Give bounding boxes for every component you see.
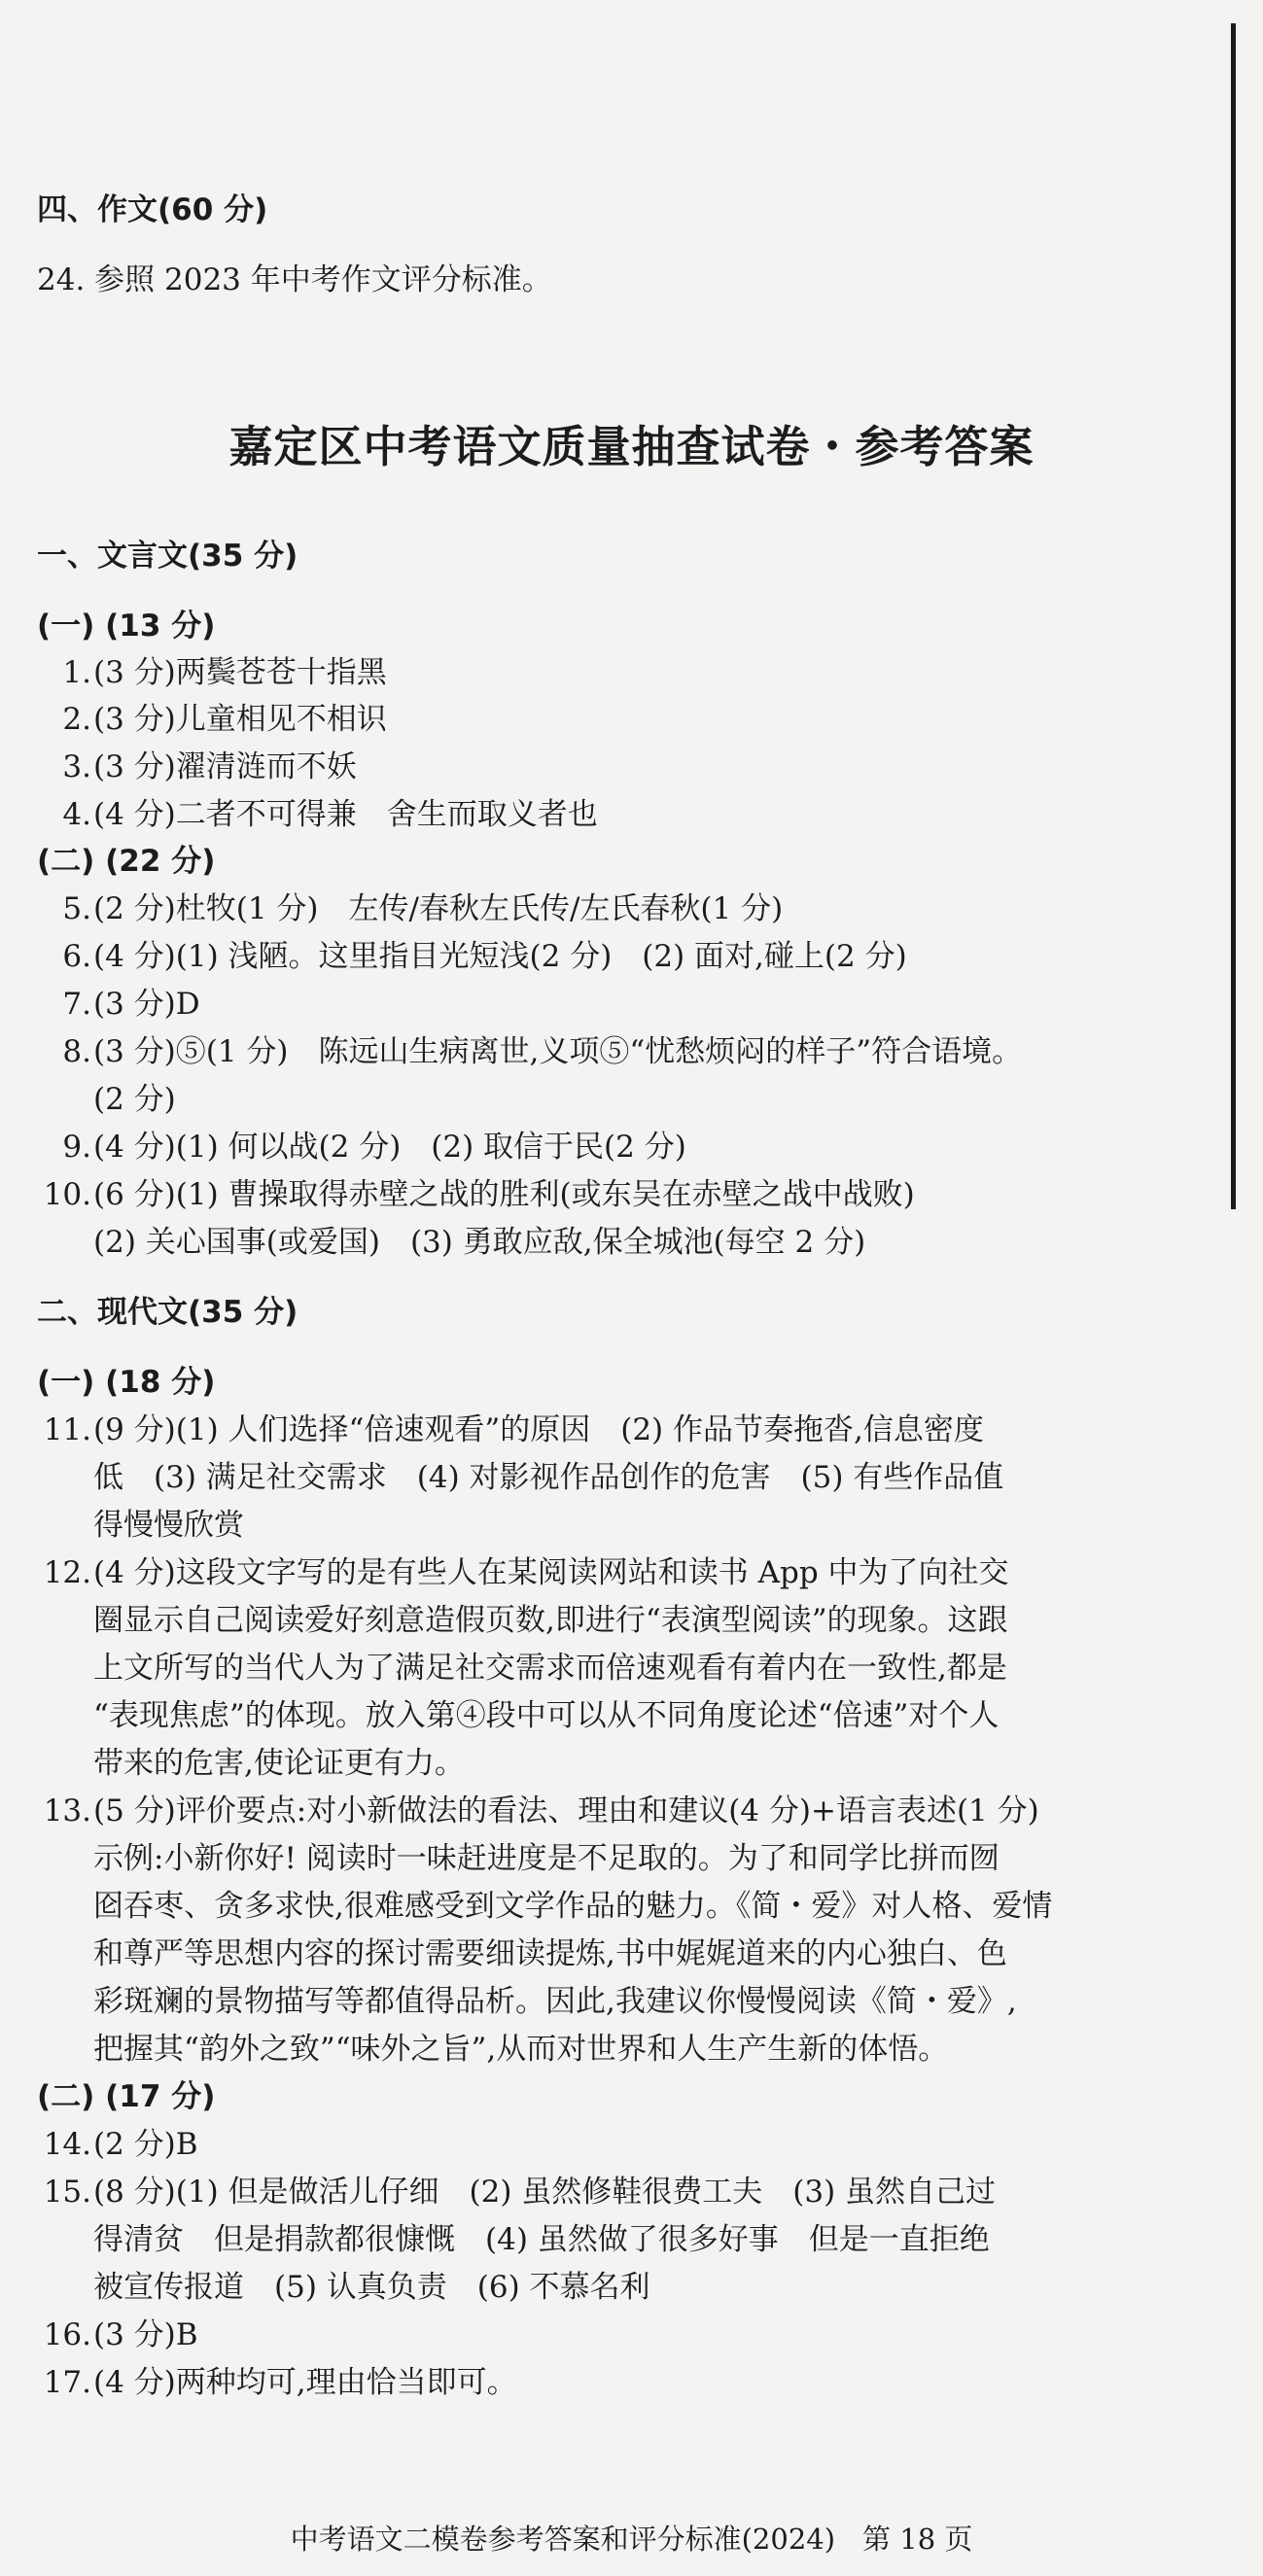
answer-text: (3 分)⑤(1 分) 陈远山生病离世,义项⑤“忧愁烦闷的样子”符合语境。 bbox=[93, 1034, 1023, 1069]
answer-number: 1. bbox=[62, 655, 91, 690]
answer-24: 24. 参照 2023 年中考作文评分标准。 bbox=[37, 262, 552, 297]
answer-3 bbox=[37, 748, 357, 786]
answer-11-continued: 得慢慢欣赏 bbox=[93, 1508, 244, 1543]
answer-number: 11. bbox=[43, 1412, 91, 1447]
answer-13-continued: 示例:小新你好! 阅读时一味赶进度是不足取的。为了和同学比拼而囫 bbox=[93, 1841, 1000, 1876]
answer-text: (9 分)(1) 人们选择“倍速观看”的原因 (2) 作品节奏拖沓,信息密度 bbox=[93, 1412, 984, 1447]
answer-number: 5. bbox=[62, 891, 91, 926]
answer-13 bbox=[37, 1792, 1039, 1830]
answer-text: (3 分)D bbox=[93, 987, 200, 1022]
answer-text: (4 分)(1) 浅陋。这里指目光短浅(2 分) (2) 面对,碰上(2 分) bbox=[93, 939, 907, 974]
answer-1 bbox=[37, 653, 387, 692]
answer-16 bbox=[37, 2315, 198, 2354]
section-1-part-2: (二) (22 分) bbox=[37, 844, 216, 879]
answer-8-continued: (2 分) bbox=[93, 1082, 176, 1117]
answer-text: (2 分)杜牧(1 分) 左传/春秋左氏传/左氏春秋(1 分) bbox=[93, 891, 784, 926]
page-title: 嘉定区中考语文质量抽查试卷・参考答案 bbox=[228, 421, 1035, 472]
answer-5 bbox=[37, 889, 783, 928]
answer-text: (4 分)二者不可得兼 舍生而取义者也 bbox=[93, 797, 598, 832]
answer-number: 7. bbox=[62, 987, 91, 1022]
answer-17 bbox=[37, 2363, 517, 2402]
answer-12-continued: “表现焦虑”的体现。放入第④段中可以从不同角度论述“倍速”对个人 bbox=[93, 1698, 1000, 1733]
answer-13-continued: 把握其“韵外之致”“味外之旨”,从而对世界和人生产生新的体悟。 bbox=[93, 2032, 949, 2067]
answer-13-continued: 和尊严等思想内容的探讨需要细读提炼,书中娓娓道来的内心独白、色 bbox=[93, 1936, 1007, 1971]
page-number: 第 18 页 bbox=[862, 2523, 973, 2556]
page-footer bbox=[0, 2518, 1263, 2558]
answer-text: (8 分)(1) 但是做活儿仔细 (2) 虽然修鞋很费工夫 (3) 虽然自己过 bbox=[93, 2175, 997, 2210]
section-1-header: 一、文言文(35 分) bbox=[37, 539, 298, 574]
answer-15-continued: 被宣传报道 (5) 认真负责 (6) 不慕名利 bbox=[93, 2270, 650, 2305]
answer-text: (3 分)B bbox=[93, 2317, 198, 2352]
answer-text: (4 分)(1) 何以战(2 分) (2) 取信于民(2 分) bbox=[93, 1130, 686, 1165]
answer-11-continued: 低 (3) 满足社交需求 (4) 对影视作品创作的危害 (5) 有些作品值 bbox=[93, 1460, 1004, 1495]
answer-15-continued: 得清贫 但是捐款都很慷慨 (4) 虽然做了很多好事 但是一直拒绝 bbox=[93, 2222, 990, 2257]
answer-number: 3. bbox=[62, 749, 91, 784]
answer-text: (3 分)濯清涟而不妖 bbox=[93, 749, 357, 784]
answer-text: (4 分)这段文字写的是有些人在某阅读网站和读书 App 中为了向社交 bbox=[93, 1555, 1009, 1590]
section-2-header: 二、现代文(35 分) bbox=[37, 1295, 298, 1330]
answer-7 bbox=[37, 985, 200, 1024]
answer-text: (5 分)评价要点:对小新做法的看法、理由和建议(4 分)+语言表述(1 分) bbox=[93, 1793, 1039, 1828]
footer-title: 中考语文二模卷参考答案和评分标准(2024) bbox=[290, 2523, 836, 2556]
answer-number: 4. bbox=[62, 797, 91, 832]
answer-2 bbox=[37, 700, 387, 739]
answer-text: (3 分)儿童相见不相识 bbox=[93, 702, 387, 737]
answer-number: 6. bbox=[62, 939, 91, 974]
section-2-part-2: (二) (17 分) bbox=[37, 2079, 216, 2114]
answer-11 bbox=[37, 1410, 984, 1449]
section-2-part-1: (一) (18 分) bbox=[37, 1365, 216, 1400]
answer-text: (3 分)两鬓苍苍十指黑 bbox=[93, 655, 387, 690]
answer-15 bbox=[37, 2173, 996, 2211]
answer-12-continued: 上文所写的当代人为了满足社交需求而倍速观看有着内在一致性,都是 bbox=[93, 1651, 1007, 1686]
answer-13-continued: 囵吞枣、贪多求快,很难感受到文学作品的魅力。《简・爱》对人格、爱情 bbox=[93, 1889, 1053, 1924]
answer-number: 17. bbox=[43, 2365, 91, 2400]
answer-number: 2. bbox=[62, 702, 91, 737]
answer-text: (2 分)B bbox=[93, 2127, 198, 2162]
answer-number: 9. bbox=[62, 1130, 91, 1165]
answer-number: 10. bbox=[43, 1177, 91, 1212]
answer-14 bbox=[37, 2125, 198, 2164]
answer-text: (6 分)(1) 曹操取得赤壁之战的胜利(或东吴在赤壁之战中战败) bbox=[93, 1177, 915, 1212]
section-1-part-1: (一) (13 分) bbox=[37, 609, 216, 644]
answer-number: 8. bbox=[62, 1034, 91, 1069]
answer-6 bbox=[37, 937, 907, 976]
answer-4 bbox=[37, 795, 598, 834]
answer-number: 12. bbox=[43, 1555, 91, 1590]
answer-12-continued: 圈显示自己阅读爱好刻意造假页数,即进行“表演型阅读”的现象。这跟 bbox=[93, 1603, 1008, 1638]
answer-number: 16. bbox=[43, 2317, 91, 2352]
answer-10-continued: (2) 关心国事(或爱国) (3) 勇敢应敌,保全城池(每空 2 分) bbox=[93, 1225, 866, 1260]
answer-text: (4 分)两种均可,理由恰当即可。 bbox=[93, 2365, 517, 2400]
answer-10 bbox=[37, 1175, 915, 1214]
answer-number: 15. bbox=[43, 2175, 91, 2210]
answer-8 bbox=[37, 1032, 1022, 1071]
answer-12 bbox=[37, 1553, 1009, 1592]
answer-12-continued: 带来的危害,使论证更有力。 bbox=[93, 1746, 465, 1781]
answer-13-continued: 彩斑斓的景物描写等都值得品析。因此,我建议你慢慢阅读《简・爱》, bbox=[93, 1984, 1017, 2019]
answer-number: 13. bbox=[43, 1793, 91, 1828]
answer-number: 14. bbox=[43, 2127, 91, 2162]
answer-9 bbox=[37, 1128, 686, 1166]
section-4-header: 四、作文(60 分) bbox=[37, 192, 268, 227]
